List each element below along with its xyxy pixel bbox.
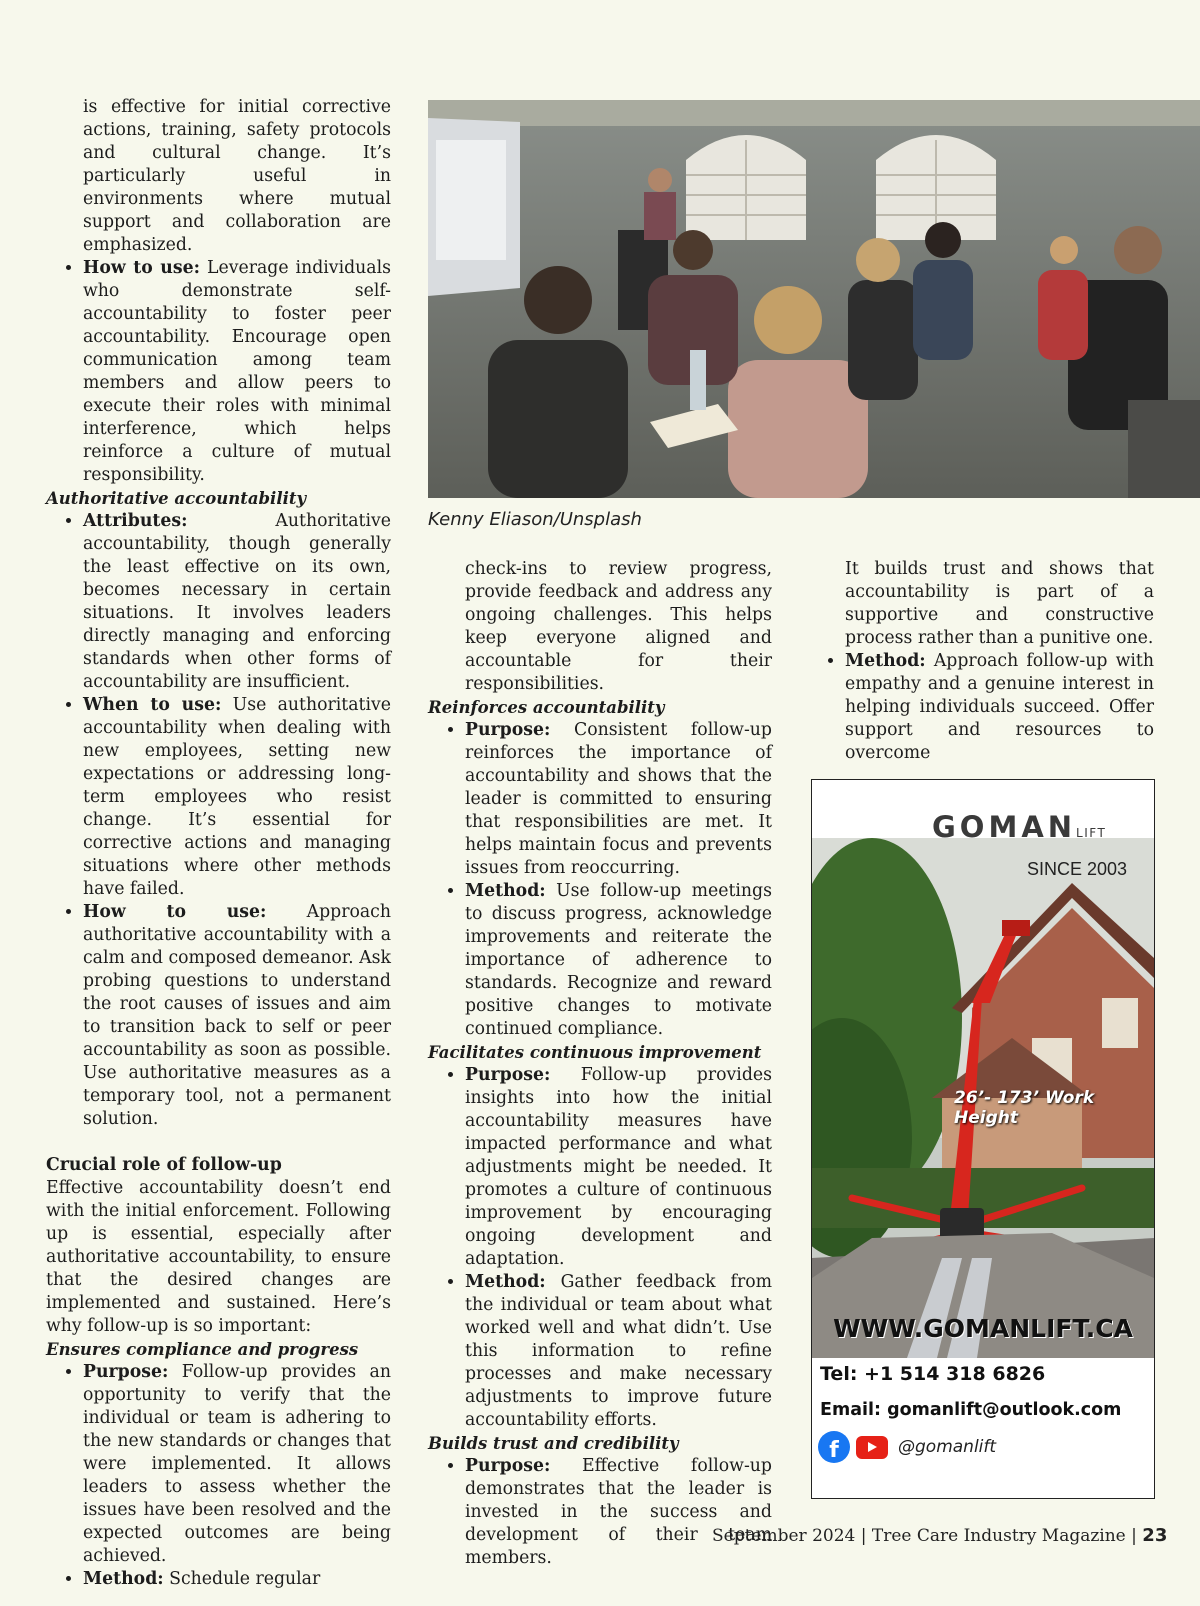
bullet-label: How to use:	[83, 258, 200, 278]
list-item: • Purpose: Follow-up provides an opportunity to verify that the individual or team is adhering to the new standards or changes that were implemented. It allows leaders to assess whether the issues have been resolved and the expected outcomes are being achieved.	[83, 1361, 391, 1568]
subheading-authoritative: Authoritative accountability	[46, 489, 307, 508]
classroom-photo	[428, 100, 1200, 498]
gomanlift-advertisement[interactable]	[811, 779, 1155, 1499]
list-item: • Method: Schedule regular	[83, 1568, 391, 1591]
list-item: • Purpose: Follow-up provides insights into how the initial accountability measures have impacted performance and what adjustments might be needed. It promotes a culture of continuous improvement by encouraging ongoing development and adaptation.	[465, 1064, 772, 1271]
list-item: • Method: Approach follow-up with empathy and a genuine interest in helping individuals succeed. Offer support and resources to overcome	[845, 650, 1154, 765]
followup-paragraph: Effective accountability doesn’t end with the initial enforcement. Following up is essential, especially after authoritative accountability, to ensure that the desired changes are implemented and sustained. Here’s why follow-up is so important:	[46, 1178, 391, 1336]
since-label: SINCE 2003	[1027, 859, 1128, 879]
youtube-icon[interactable]	[856, 1436, 888, 1459]
column-3	[808, 558, 1154, 765]
list-item: • How to use: Approach authoritative accountability with a calm and composed demeanor. Ask probing questions to understand the root causes of issues and aim to transition back to self or peer accountability as soon as possible. Use authoritative measures as a temporary tool, not a permanent solution.	[83, 901, 391, 1131]
ensures-method-continued: check-ins to review progress, provide feedback and address any ongoing challenges. This helps keep everyone aligned and accountable for their responsibilities.	[465, 559, 772, 694]
peer-lead-text: is effective for initial corrective actions, training, safety protocols and cultural change. It’s particularly useful in environments where mutual support and collaboration are emphasized.	[83, 97, 391, 255]
email-address[interactable]: Email: gomanlift@outlook.com	[820, 1400, 1122, 1420]
photo-caption: Kenny Eliason/Unsplash	[428, 509, 642, 530]
list-item: • Method: Use follow-up meetings to discuss progress, acknowledge improvements and reiterate the importance of adherence to standards. Recognize and reward positive changes to motivate continued compliance.	[465, 880, 772, 1041]
page-footer	[712, 1525, 1167, 1546]
website-link[interactable]: WWW.GOMANLIFT.CA	[833, 1314, 1133, 1343]
column-2	[428, 558, 772, 1570]
gomanlift-logo: GOMANLIFT	[932, 810, 1107, 844]
subheading-reinforces: Reinforces accountability	[428, 698, 665, 717]
builds-purpose-continued: It builds trust and shows that accountability is part of a supportive and constructive process rather than a punitive one.	[845, 559, 1154, 648]
list-item: • Purpose: Consistent follow-up reinforces the importance of accountability and shows that the leader is committed to ensuring that responsibilities are met. It helps maintain focus and prevents issues from reoccurring.	[465, 719, 772, 880]
facebook-icon[interactable]: f	[818, 1431, 850, 1463]
work-height-label: 26’- 173’ Work Height	[954, 1088, 1095, 1128]
subheading-facilitates: Facilitates continuous improvement	[428, 1043, 762, 1062]
list-item: • When to use: Use authoritative accountability when dealing with new employees, setting new expectations or addressing long-term employees who resist change. It’s essential for corrective actions and managing situations where other methods have failed.	[83, 694, 391, 901]
page-number: 23	[1142, 1525, 1168, 1546]
social-handle[interactable]: @gomanlift	[898, 1437, 997, 1457]
list-item: • Method: Gather feedback from the individual or team about what worked well and what didn’t. Use this information to refine processes and make necessary adjustments to improve future accountability efforts.	[465, 1271, 772, 1432]
list-item: • Attributes: Authoritative accountability, though generally the least effective on its own, becomes necessary in certain situations. It involves leaders directly managing and enforcing standards when other forms of accountability are insufficient.	[83, 510, 391, 694]
subheading-ensures: Ensures compliance and progress	[46, 1340, 359, 1359]
list-item: • How to use: Leverage individuals who demonstrate self-accountability to foster peer accountability. Encourage open communication among team members and allow peers to execute their roles with minimal interference, which helps reinforce a culture of mutual responsibility.	[83, 257, 391, 487]
section-heading-followup: Crucial role of follow-up	[46, 1155, 282, 1175]
classroom-photo-illustration	[428, 100, 1200, 498]
social-links	[818, 1431, 996, 1463]
footer-text: September 2024 | Tree Care Industry Magazine |	[712, 1526, 1137, 1546]
subheading-builds: Builds trust and credibility	[428, 1434, 679, 1453]
phone-number[interactable]: Tel: +1 514 318 6826	[820, 1363, 1046, 1385]
list-item: • Purpose: Effective follow-up demonstrates that the leader is invested in the success and development of their team members.	[465, 1455, 772, 1570]
column-1	[46, 96, 391, 1591]
